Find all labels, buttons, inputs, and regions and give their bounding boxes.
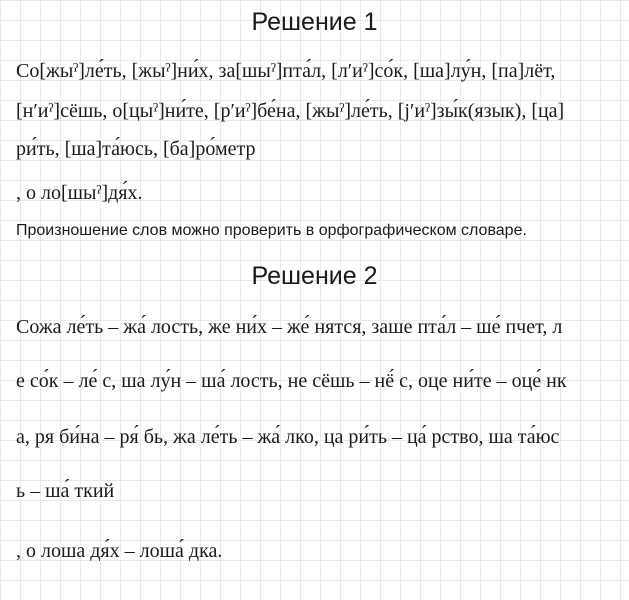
solution-1-heading: Решение 1	[251, 8, 378, 36]
pronunciation-note: Произношение слов можно проверить в орфографическом словаре.	[16, 222, 527, 239]
solution-2-heading: Решение 2	[251, 262, 378, 290]
solution-2-line-2: е со́к – ле́ с, ша лу́н – ша́ лость, не сёшь – нё́ с, оце ни́те – оце́ нк	[16, 370, 567, 392]
solution-1-line-4: , о ло[шыˀ]дя́х.	[16, 182, 143, 204]
solution-1-line-1: Со[жыˀ]ле́ть, [жыˀ]ни́х, за[шыˀ]пта́л, [л′иˀ]со́к, [ша]лу́н, [па]лёт,	[16, 60, 556, 82]
solution-2-line-4: ь – ша́ ткий	[16, 480, 115, 502]
solution-2-line-1: Сожа ле́ть – жа́ лость, же ни́х – же́ нятся, заше пта́л – ше́ пчет, л	[16, 316, 563, 338]
solution-1-line-3: ри́ть, [ша]та́юсь, [ба]ро́метр	[16, 138, 256, 160]
solution-2-line-3: а, ря би́на – ря́ бь, жа ле́ть – жа́ лко, ца ри́ть – ца́ рство, ша та́юс	[16, 426, 560, 448]
solution-1-line-2: [н′иˀ]сёшь, о[цыˀ]ни́те, [р′иˀ]бе́на, [жыˀ]ле́ть, [j′иˀ]зы́к(язык), [ца]	[16, 100, 565, 122]
solution-2-line-5: , о лоша дя́х – лоша́ дка.	[16, 540, 223, 562]
